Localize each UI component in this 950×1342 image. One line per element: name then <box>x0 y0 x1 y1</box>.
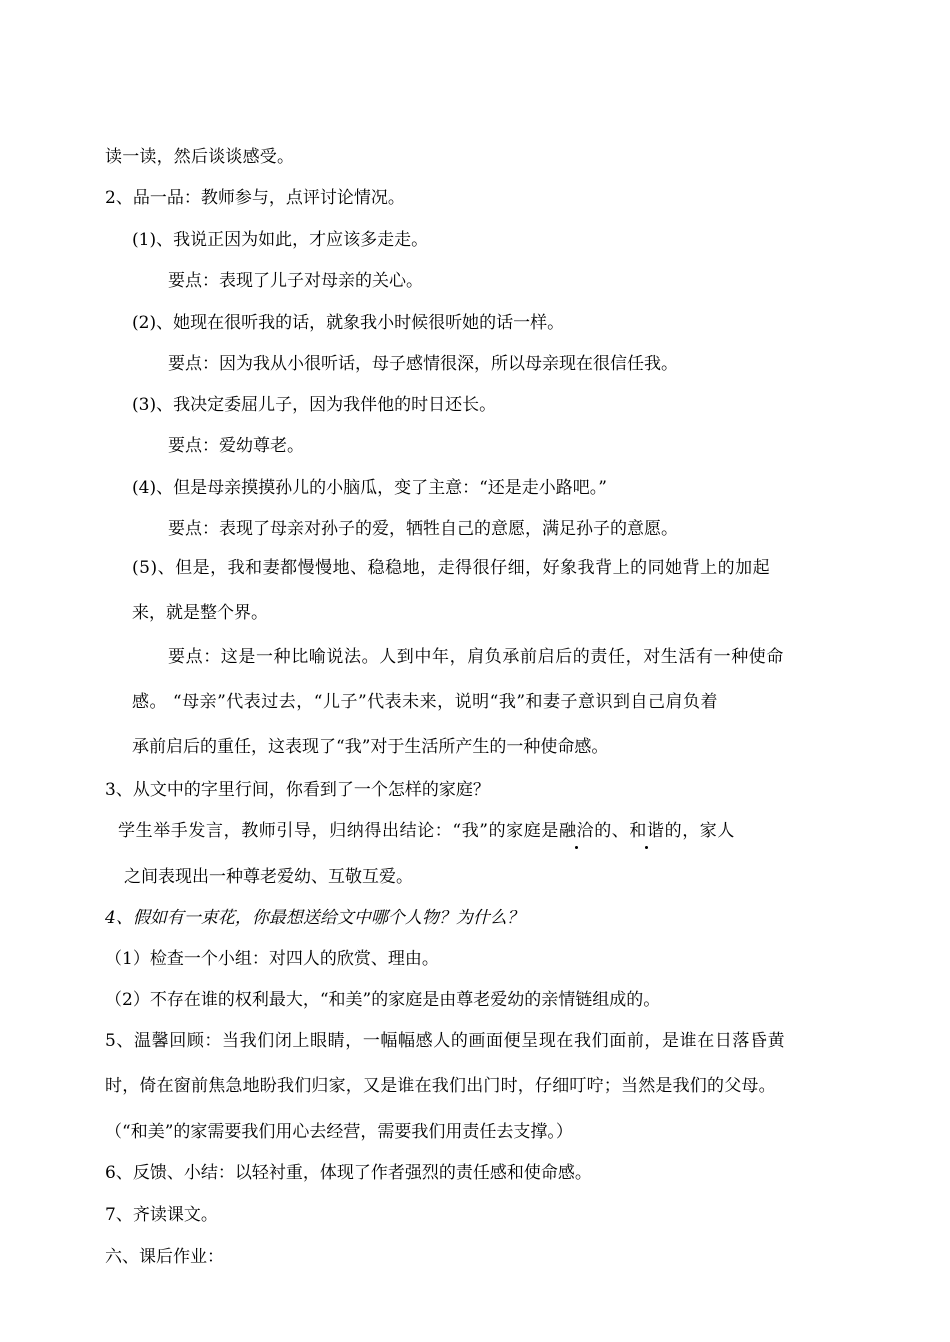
list-item: (4)、但是母亲摸摸孙儿的小脑瓜，变了主意：“还是走小路吧。” <box>132 478 607 498</box>
key-point: 要点：这是一种比喻说法。人到中年，肩负承前启后的责任，对生活有一种使命 <box>168 647 784 667</box>
key-point: 要点：因为我从小很听话，母子感情很深，所以母亲现在很信任我。 <box>168 354 678 374</box>
key-point: 要点：表现了母亲对孙子的爱，牺牲自己的意愿，满足孙子的意愿。 <box>168 519 678 539</box>
section-heading: 6、反馈、小结：以轻衬重，体现了作者强烈的责任感和使命感。 <box>105 1163 592 1183</box>
section-heading: 2、品一品：教师参与，点评讨论情况。 <box>105 188 405 208</box>
dotted-emphasis: 融洽 <box>558 821 595 841</box>
list-item: （1）检查一个小组：对四人的欣赏、理由。 <box>105 949 439 969</box>
key-point: 要点：爱幼尊老。 <box>168 436 304 456</box>
text-line: 之间表现出一种尊老爱幼、互敬互爱。 <box>124 867 413 887</box>
emphasis-line <box>118 820 735 842</box>
section-heading: 5、温馨回顾：当我们闭上眼睛，一幅幅感人的画面便呈现在我们面前，是谁在日落昏黄 <box>105 1031 786 1051</box>
text-segment: 的，家人 <box>664 821 735 841</box>
list-item: (2)、她现在很听我的话，就象我小时候很听她的话一样。 <box>132 313 565 333</box>
text-segment: 的、 <box>594 821 630 841</box>
list-item: (3)、我决定委屈儿子，因为我伴他的时日还长。 <box>132 395 497 415</box>
section-heading: 六、课后作业： <box>105 1247 224 1267</box>
list-item-continued: 来，就是整个界。 <box>132 603 268 623</box>
key-point-continued: 承前启后的重任，这表现了“我”对于生活所产生的一种使命感。 <box>132 737 609 757</box>
text-segment: 学生举手发言，教师引导，归纳得出结论：“我”的家庭是 <box>118 821 559 841</box>
dotted-emphasis: 和谐 <box>629 821 665 841</box>
list-item: (1)、我说正因为如此，才应该多走走。 <box>132 230 429 250</box>
section-heading: 7、齐读课文。 <box>105 1205 218 1225</box>
key-point: 要点：表现了儿子对母亲的关心。 <box>168 271 423 291</box>
text-line: 读一读，然后谈谈感受。 <box>105 147 295 167</box>
text-line: 时，倚在窗前焦急地盼我们归家，又是谁在我们出门时，仔细叮咛；当然是我们的父母。 <box>105 1076 776 1096</box>
section-heading-italic: 4、假如有一束花，你最想送给文中哪个人物？为什么？ <box>105 908 524 928</box>
list-item: (5)、但是，我和妻都慢慢地、稳稳地，走得很仔细，好象我背上的同她背上的加起 <box>132 558 771 578</box>
list-item: （2）不存在谁的权利最大，“和美”的家庭是由尊老爱幼的亲情链组成的。 <box>105 990 661 1010</box>
section-heading: 3、从文中的字里行间，你看到了一个怎样的家庭？ <box>105 780 490 800</box>
key-point-continued: 感。 “母亲”代表过去，“儿子”代表未来，说明“我”和妻子意识到自己肩负着 <box>132 692 719 712</box>
text-line: （“和美”的家需要我们用心去经营，需要我们用责任去支撑。） <box>105 1122 573 1142</box>
